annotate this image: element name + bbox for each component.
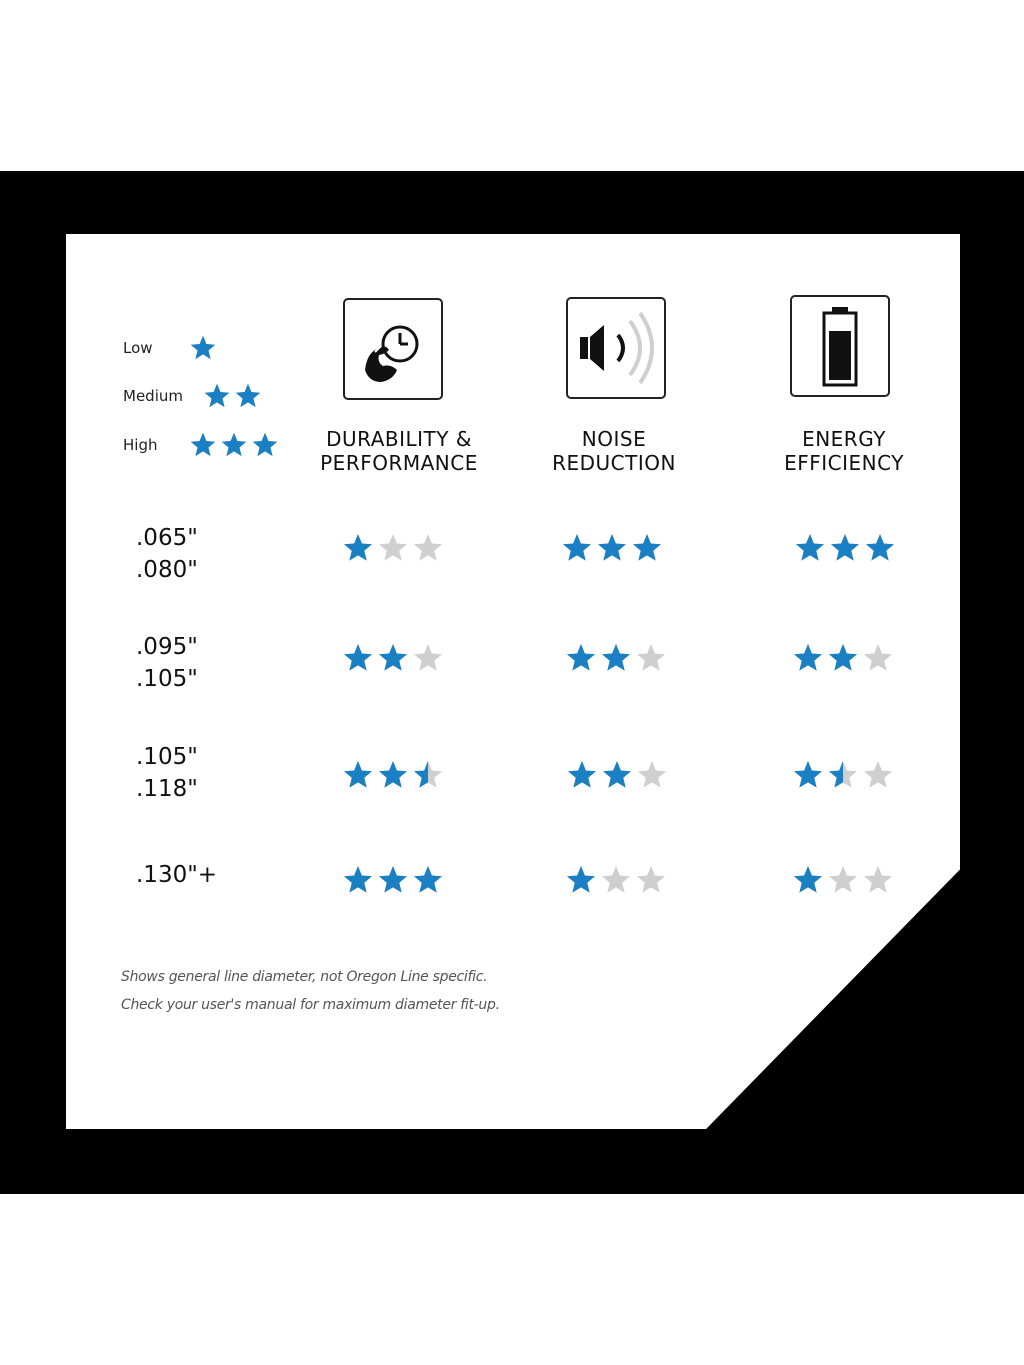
star-empty-icon	[862, 642, 894, 674]
rating-row2-noise	[565, 642, 667, 674]
rating-row2-energy	[792, 642, 894, 674]
star-empty-icon	[862, 864, 894, 896]
diameter-value: .065"	[136, 525, 198, 551]
rating-row4-durability	[342, 864, 444, 896]
star-filled-icon	[792, 864, 824, 896]
column-title-durability	[294, 427, 504, 475]
column-title-line: REDUCTION	[552, 451, 676, 475]
footnote-line-1: Shows general line diameter, not Oregon Line specific.	[121, 969, 488, 985]
speaker-icon	[566, 297, 666, 399]
star-filled-icon	[189, 431, 217, 459]
rating-row3-energy	[792, 759, 894, 791]
star-filled-icon	[829, 532, 861, 564]
legend-stars-high	[189, 431, 279, 459]
row-label-3	[136, 741, 246, 805]
star-filled-icon	[565, 642, 597, 674]
diameter-value: .118"	[136, 776, 198, 802]
star-filled-icon	[251, 431, 279, 459]
legend-high	[123, 431, 279, 459]
star-filled-icon	[412, 864, 444, 896]
star-filled-icon	[596, 532, 628, 564]
column-title-line: PERFORMANCE	[320, 451, 478, 475]
rating-row4-noise	[565, 864, 667, 896]
column-title-line: NOISE	[581, 427, 647, 451]
rating-row1-noise	[561, 532, 663, 564]
legend-stars-low	[189, 334, 217, 362]
rating-row4-energy	[792, 864, 894, 896]
star-filled-icon	[189, 334, 217, 362]
column-title-line: EFFICIENCY	[784, 451, 904, 475]
rating-row3-noise	[566, 759, 668, 791]
star-filled-icon	[827, 642, 859, 674]
row-label-1	[136, 522, 246, 586]
rating-row2-durability	[342, 642, 444, 674]
strong-arm-clock-icon	[343, 298, 443, 400]
rating-row1-durability	[342, 532, 444, 564]
legend-label-medium: Medium	[123, 387, 183, 405]
star-empty-icon	[635, 864, 667, 896]
star-filled-icon	[565, 864, 597, 896]
star-empty-icon	[600, 864, 632, 896]
column-title-line: ENERGY	[802, 427, 886, 451]
diameter-value: .095"	[136, 634, 198, 660]
legend-label-low: Low	[123, 339, 153, 357]
star-half-icon	[827, 759, 859, 791]
star-empty-icon	[862, 759, 894, 791]
star-filled-icon	[601, 759, 633, 791]
diameter-value: .130"+	[136, 862, 218, 888]
star-empty-icon	[636, 759, 668, 791]
star-empty-icon	[377, 532, 409, 564]
legend-medium	[123, 382, 262, 410]
star-filled-icon	[792, 642, 824, 674]
star-filled-icon	[631, 532, 663, 564]
star-filled-icon	[377, 864, 409, 896]
column-title-line: DURABILITY &	[326, 427, 472, 451]
star-filled-icon	[203, 382, 231, 410]
star-filled-icon	[377, 642, 409, 674]
star-filled-icon	[566, 759, 598, 791]
star-filled-icon	[864, 532, 896, 564]
star-filled-icon	[342, 642, 374, 674]
battery-icon	[790, 295, 890, 397]
rating-row3-durability	[342, 759, 444, 791]
star-filled-icon	[792, 759, 824, 791]
legend-stars-medium	[203, 382, 262, 410]
footnote-line-2: Check your user's manual for maximum diameter fit-up.	[121, 997, 500, 1013]
row-label-4	[136, 859, 246, 891]
star-half-icon	[412, 759, 444, 791]
star-filled-icon	[342, 864, 374, 896]
legend-low	[123, 334, 217, 362]
star-empty-icon	[412, 532, 444, 564]
column-title-noise	[509, 427, 719, 475]
rating-row1-energy	[794, 532, 896, 564]
column-title-energy	[739, 427, 949, 475]
star-filled-icon	[342, 759, 374, 791]
star-empty-icon	[827, 864, 859, 896]
star-filled-icon	[794, 532, 826, 564]
star-filled-icon	[342, 532, 374, 564]
star-filled-icon	[234, 382, 262, 410]
diameter-value: .080"	[136, 557, 198, 583]
star-filled-icon	[600, 642, 632, 674]
diameter-value: .105"	[136, 666, 198, 692]
star-empty-icon	[635, 642, 667, 674]
star-filled-icon	[220, 431, 248, 459]
star-empty-icon	[412, 642, 444, 674]
diameter-value: .105"	[136, 744, 198, 770]
legend-label-high: High	[123, 436, 158, 454]
star-filled-icon	[377, 759, 409, 791]
row-label-2	[136, 631, 246, 695]
star-filled-icon	[561, 532, 593, 564]
